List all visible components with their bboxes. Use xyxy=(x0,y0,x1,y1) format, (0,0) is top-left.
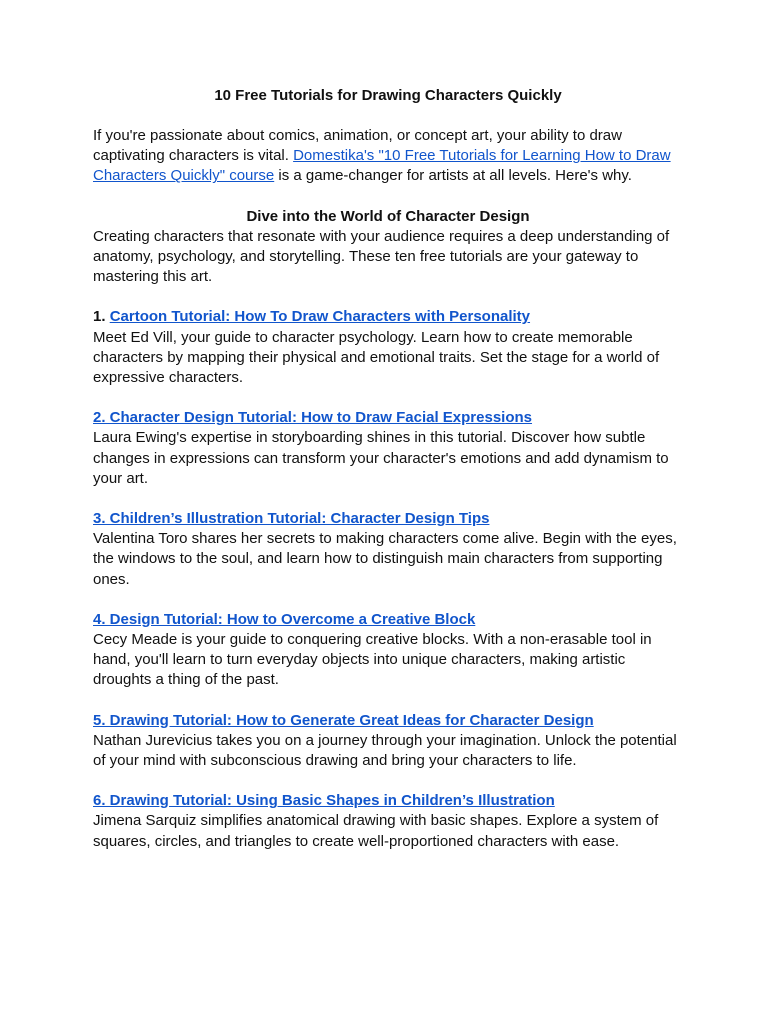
tutorial-description-6: Jimena Sarquiz simplifies anatomical drawing with basic shapes. Explore a system of squares, circles, and triangles to create well-proportioned characters with ease. xyxy=(93,812,659,850)
tutorial-item-5 xyxy=(93,711,683,772)
tutorial-link-3[interactable]: 3. Children’s Illustration Tutorial: Character Design Tips xyxy=(93,510,490,528)
tutorial-description-5: Nathan Jurevicius takes you on a journey through your imagination. Unlock the potential of your mind with subconscious drawing and bring your characters to life. xyxy=(93,731,677,770)
spacer xyxy=(93,691,683,711)
spacer xyxy=(93,771,683,791)
tutorial-item-3 xyxy=(93,509,683,590)
tutorial-link-1[interactable]: Cartoon Tutorial: How To Draw Characters with Personality xyxy=(109,308,531,326)
document-title: 10 Free Tutorials for Drawing Characters Quickly xyxy=(214,87,562,104)
tutorial-item-1 xyxy=(93,307,683,388)
tutorial-link-6[interactable]: 6. Drawing Tutorial: Using Basic Shapes in Children’s Illustration xyxy=(93,792,555,810)
spacer xyxy=(93,489,683,509)
tutorial-description-3: Valentina Toro shares her secrets to making characters come alive. Begin with the eyes, the windows to the soul, and learn how to distinguish main characters from supporting ones. xyxy=(93,530,677,588)
tutorial-link-2[interactable]: 2. Character Design Tutorial: How to Draw Facial Expressions xyxy=(93,409,533,427)
section-body: Creating characters that resonate with your audience requires a deep understanding of anatomy, psychology, and storytelling. These ten free tutorials are your gateway to mastering this art. xyxy=(93,227,670,286)
intro-paragraph xyxy=(93,126,683,187)
spacer xyxy=(93,106,683,126)
tutorial-description-2: Laura Ewing's expertise in storyboarding shines in this tutorial. Discover how subtle changes in expressions can transform your character's emotions and add dynamism to your art. xyxy=(93,429,669,487)
spacer xyxy=(93,590,683,610)
tutorial-item-4 xyxy=(93,610,683,691)
tutorial-number: 1. xyxy=(93,308,110,326)
intro-text-before: If you're passionate about comics, animation, or concept art, your ability to draw captivating characters is vital. xyxy=(93,127,622,165)
tutorial-link-4[interactable]: 4. Design Tutorial: How to Overcome a Creative Block xyxy=(93,610,476,628)
tutorial-link-5[interactable]: 5. Drawing Tutorial: How to Generate Great Ideas for Character Design xyxy=(93,711,594,729)
tutorial-item-2 xyxy=(93,408,683,489)
spacer xyxy=(93,287,683,307)
spacer xyxy=(93,388,683,408)
section-heading: Dive into the World of Character Design xyxy=(246,207,530,225)
document-page xyxy=(93,86,683,852)
intro-text-after: is a game-changer for artists at all levels. Here's why. xyxy=(274,167,632,185)
tutorial-description-1: Meet Ed Vill, your guide to character psychology. Learn how to create memorable characters by mapping their physical and emotional traits. Set the stage for a world of expressive characters. xyxy=(93,328,660,387)
domestika-course-link[interactable]: Domestika's "10 Free Tutorials for Learning How to Draw Characters Quickly" course xyxy=(93,147,671,185)
tutorial-description-4: Cecy Meade is your guide to conquering creative blocks. With a non-erasable tool in hand, you'll learn to turn everyday objects into unique characters, making artistic droughts a thing of the past. xyxy=(93,631,652,689)
spacer xyxy=(93,187,683,207)
tutorial-item-6 xyxy=(93,791,683,852)
